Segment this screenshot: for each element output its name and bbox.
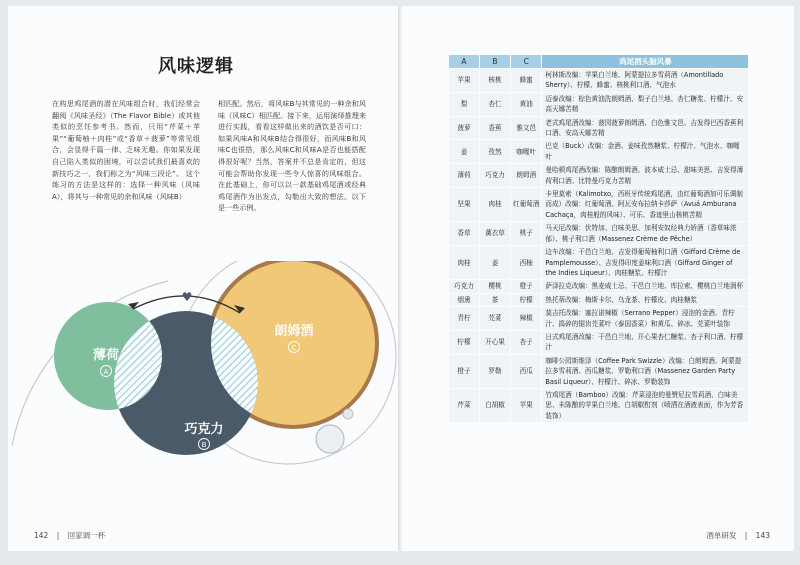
table-row [449, 222, 748, 245]
cell-flavor-a: 薄荷 [449, 164, 479, 187]
cell-flavor-c: 杏子 [511, 331, 541, 354]
cell-flavor-c: 苹果 [511, 389, 541, 422]
table-row [449, 294, 748, 306]
table-row [449, 69, 748, 92]
cell-flavor-a: 苹果 [449, 69, 479, 92]
cell-flavor-b: 茶 [480, 294, 510, 306]
cell-notes: 萨泽拉克改编：黑麦威士忌、干邑白兰地、库拉索、樱桃白兰地润杯 [542, 280, 748, 292]
cell-flavor-a: 芹菜 [449, 389, 479, 422]
cell-notes: 莫吉托改编：塞拉诺辣椒（Serrano Pepper）浸泡的金酒、青柠汁、捣碎的锯齿芫荽叶（泰国香菜）和黄瓜、碎冰、芫荽叶装饰 [542, 307, 748, 330]
cell-flavor-b: 罗勒 [480, 355, 510, 388]
bubble-large [316, 425, 344, 453]
body-paragraph-2: 相匹配。然后，将风味B与其常见的一种余和风味（风味C）相匹配。接下来，运用演绎推理来进行实践，看看这样做出来的酒饮是否可口：如果风味A和风味B结合得很好，而风味B和风味C也很搭，那么风味C和风味A是否也能搭配得很好呢？当然，答案并不总是肯定的，但这可能会帮助你发现一些令人惊喜的风味组合。在此基础上，你可以以一款基础鸡尾酒或经典鸡尾酒作为出发点，勾勒出大致的想法。以下是一些示例。 [218, 99, 366, 213]
cell-flavor-a: 巧克力 [449, 280, 479, 292]
cell-flavor-c: 西瓜 [511, 355, 541, 388]
label-b: 巧克力 [184, 422, 224, 437]
heart-icon: ♥ [181, 290, 193, 304]
cell-flavor-c: 红葡萄酒 [511, 188, 541, 221]
label-a: 薄荷 [92, 348, 120, 363]
table-body [449, 69, 748, 422]
cell-flavor-a: 坚果 [449, 188, 479, 221]
cell-flavor-a: 梨 [449, 93, 479, 116]
marker-b: B [201, 441, 207, 449]
table-row [449, 246, 748, 279]
cell-flavor-c: 柠檬 [511, 294, 541, 306]
header-c: C [511, 55, 541, 68]
table-row [449, 93, 748, 116]
cell-flavor-b: 孜然 [480, 140, 510, 163]
cell-flavor-b: 肉桂 [480, 188, 510, 221]
table-row [449, 117, 748, 140]
table-row [449, 307, 748, 330]
flavor-venn-diagram [8, 261, 398, 471]
cell-flavor-b: 巧克力 [480, 164, 510, 187]
cell-flavor-a: 菠萝 [449, 117, 479, 140]
table-row [449, 140, 748, 163]
cell-flavor-c: 蜂蜜 [511, 69, 541, 92]
cell-notes: 咖啡公园斯维泽（Coffee Park Swizzle）改编：白朗姆酒、阿蒙提拉多雪莉酒、西瓜糖浆、罗勒利口酒（Massenez Garden Party Basil Liqueur）、柠檬汁、碎冰、罗勒装饰 [542, 355, 748, 388]
cell-notes: 巴克（Buck）改编：金酒、姜味孜然糖浆、柠檬汁、气泡水、咖喱叶 [542, 140, 748, 163]
cell-notes: 竹鸡尾酒（Bamboo）改编：芹菜浸泡的曼赞尼拉雪莉酒、白味美思、未陈酿的苹果白兰地、白胡椒酊剂（喷洒在酒液表面，作为芳香装饰） [542, 389, 748, 422]
header-notes: 鸡尾酒头脑风暴 [542, 55, 748, 68]
cell-flavor-a: 姜 [449, 140, 479, 163]
cell-flavor-c: 西柚 [511, 246, 541, 279]
cell-flavor-c: 桃子 [511, 222, 541, 245]
left-footer [34, 530, 105, 541]
cell-flavor-c: 雅文邑 [511, 117, 541, 140]
cell-flavor-b: 杏仁 [480, 93, 510, 116]
cell-flavor-b: 开心果 [480, 331, 510, 354]
cell-flavor-a: 橙子 [449, 355, 479, 388]
cell-flavor-a: 肉桂 [449, 246, 479, 279]
section-title: 酒单研发 [706, 531, 737, 540]
label-c: 朗姆酒 [274, 324, 314, 339]
right-page [402, 6, 794, 551]
header-b: B [480, 55, 510, 68]
cell-flavor-b: 白胡椒 [480, 389, 510, 422]
cell-flavor-c: 橙子 [511, 280, 541, 292]
header-a: A [449, 55, 479, 68]
cell-notes: 日式鸡尾酒改编：干邑白兰地、开心果杏仁糖浆、杏子利口酒、柠檬汁 [542, 331, 748, 354]
cell-flavor-b: 香蕉 [480, 117, 510, 140]
cell-flavor-b: 核桃 [480, 69, 510, 92]
cell-flavor-a: 青柠 [449, 307, 479, 330]
marker-a: A [103, 368, 109, 376]
cell-notes: 迈泰改编：棕色黄油洗朗姆酒、梨子白兰地、杏仁糖浆、柠檬汁、安高天娜苦精 [542, 93, 748, 116]
right-page-number: 143 [755, 531, 770, 540]
table-row [449, 280, 748, 292]
cell-notes: 马天尼改编：伏特加、白味美思、加利安奴经典力娇酒（香草味浓郁）、桃子利口酒（Massenez Crème de Pêche） [542, 222, 748, 245]
cell-notes: 边车改编：干邑白兰地、吉发得葡萄柚利口酒（Giffard Crème de Pamplemousse）、吉发得印度姜味利口酒（Giffard Ginger of the Indies Liqueur）、肉桂糖浆、柠檬汁 [542, 246, 748, 279]
bubble-small [343, 409, 353, 419]
table-row [449, 188, 748, 221]
cell-flavor-c: 辣椒 [511, 307, 541, 330]
cell-flavor-a: 柠檬 [449, 331, 479, 354]
cell-flavor-a: 香草 [449, 222, 479, 245]
right-footer [706, 530, 770, 541]
cell-flavor-b: 姜 [480, 246, 510, 279]
body-paragraph-1: 在构思鸡尾酒的潜在风味组合时，我们经常会翻阅《风味圣经》（The Flavor Bible）或其他类似的烹饪参考书。然而，只用“芹菜＋苹果”“葡萄柚＋肉桂”或“香草＋菠萝”等常见组合，会显得千篇一律、乏味无趣。你如果发现自己陷入类似的困境，可以尝试我们最喜欢的新技巧之一，我们称之为“风味三段论”。 这个练习的方法是这样的：选择一种风味（风味A），将其与一种常见的余和风味（风味B） [52, 99, 200, 201]
left-page-number: 142 [34, 531, 49, 540]
book-title: 回家调一杯 [67, 531, 106, 540]
page-title: 风味逻辑 [158, 56, 234, 77]
marker-c: C [291, 344, 297, 352]
table-row [449, 355, 748, 388]
cell-notes: 老式鸡尾酒改编：菠园菠萝朗姆酒、白色雅文邑、吉发得巴西香蕉利口酒、安高天娜苦精 [542, 117, 748, 140]
flavor-pairing-table [448, 54, 749, 423]
footer-separator: | [56, 531, 60, 540]
table-row [449, 389, 748, 422]
left-page [8, 6, 398, 551]
cell-notes: 柯林斯改编：苹果白兰地、阿蒙提拉多雪莉酒（Amontillado Sherry）、柠檬、蜂蜜、核桃利口酒、气泡水 [542, 69, 748, 92]
cell-flavor-b: 樱桃 [480, 280, 510, 292]
table-header-row [449, 55, 748, 68]
cell-flavor-b: 薰衣草 [480, 222, 510, 245]
cell-flavor-c: 黄油 [511, 93, 541, 116]
table-row [449, 164, 748, 187]
cell-notes: 卡里莫索（Kalimotxo，西班牙传统鸡尾酒，由红葡萄酒加可乐调制而成）改编：红葡萄酒、阿瓦安布拉纳卡莎萨（Avuá Amburana Cachaça，肉桂般的风味）、可乐、香迹里山核桃苦精 [542, 188, 748, 221]
cell-notes: 曼哈顿鸡尾酒改编：陈酿朗姆酒、波本威士忌、甜味美思、吉发得薄荷利口酒、比特曼巧克力苦精 [542, 164, 748, 187]
cell-notes: 热托蒂改编：梅斯卡尔、乌龙茶、柠檬皮、肉桂糖浆 [542, 294, 748, 306]
cell-flavor-c: 朗姆酒 [511, 164, 541, 187]
cell-flavor-a: 烟熏 [449, 294, 479, 306]
footer-separator: | [744, 531, 748, 540]
cell-flavor-b: 芫荽 [480, 307, 510, 330]
cell-flavor-c: 咖喱叶 [511, 140, 541, 163]
table-row [449, 331, 748, 354]
